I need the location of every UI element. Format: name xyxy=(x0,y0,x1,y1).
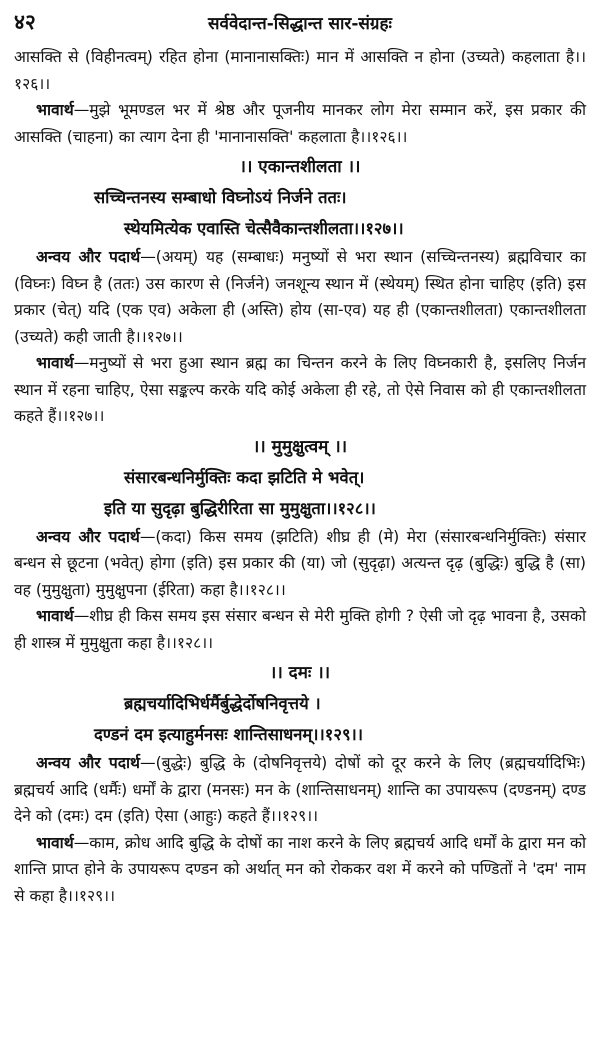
verse-line: इति या सुदृढ़ा बुद्धिरीरिता सा मुमुक्षुता।।१२८।। xyxy=(104,498,376,518)
term-anvay: अन्वय और पदार्थ xyxy=(36,248,141,266)
paragraph-text: —(बुद्धेः) बुद्धि के (दोषनिवृत्तये) दोषों को दूर करने के लिए (ब्रह्मचर्यादिभिः) ब्रह्मचर्य आदि (धर्मैः) धर्मों के द्वारा (मनसः) मन के (शान्तिसाधनम्) शान्ति का उपायरूप (दण्डनम्) दण्ड देने को (दमः) दम (इति) ऐसा (आहुः) कहते हैं।।१२९।। xyxy=(14,754,586,825)
term-bhavarth: भावार्थ xyxy=(36,833,74,852)
verse-line: ब्रह्मचर्यादिभिर्धर्मैर्बुद्धेर्दोषनिवृत्तये । xyxy=(124,694,321,713)
paragraph-bhavarth-126 xyxy=(14,97,586,150)
section-heading-mumukshutvam: ।। मुमुक्षुत्वम् ।। xyxy=(252,436,348,457)
page-header xyxy=(14,8,586,42)
paragraph-text: —मनुष्यों से भरा हुआ स्थान ब्रह्म का चिन्तन करने के लिए विघ्नकारी है, इसलिए निर्जन स्थान में रहना चाहिए, ऐसा सङ्कल्प करके यदि कोई अकेला ही रहे, तो ऐसे निवास को ही एकान्तशीलता कहते हैं।।१२७।। xyxy=(14,354,586,425)
page-number: ४२ xyxy=(14,10,36,34)
paragraph-anvay-127 xyxy=(14,244,586,350)
verse-line: स्थेयमित्येक एवास्ति चेत्सैवैकान्तशीलता।।१२७।। xyxy=(124,219,404,238)
paragraph-text: —(अयम्) यह (सम्बाधः) मनुष्यों से भरा स्थान (सच्चिन्तनस्य) ब्रह्मविचार का (विघ्नः) विघ्न है (ततः) उस कारण से (निर्जने) जनशून्य स्थान में (स्थेयम्) स्थित होना चाहिए (इति) इस प्रकार (चेत्) यदि (एक एव) अकेला ही (अस्ति) होय (सा-एव) यह ही (एकान्तशीलता) एकान्तशीलता (उच्यते) कही जाती है।।१२७।। xyxy=(14,248,586,346)
paragraph-anvay-128 xyxy=(14,524,586,604)
term-bhavarth: भावार्थ xyxy=(36,607,74,625)
paragraph-anvay-129 xyxy=(14,750,586,830)
term-anvay: अन्वय और पदार्थ xyxy=(36,754,140,772)
paragraph-text: —(कदा) किस समय (झटिति) शीघ्र ही (मे) मेरा (संसारबन्धनिर्मुक्तिः) संसार बन्धन से छूटना (भवेत्) होगा (इति) इस प्रकार की (या) जो (सुदृढ़ा) अत्यन्त दृढ़ (बुद्धिः) बुद्धि है (सा) वह (मुमुक्षुता) मुमुक्षुपना (ईरिता) कहा है।।१२८।। xyxy=(14,527,586,599)
running-title: सर्ववेदान्त-सिद्धान्त सार-संग्रहः xyxy=(208,14,392,34)
paragraph-text: —शीघ्र ही किस समय इस संसार बन्धन से मेरी मुक्ति होगी ? ऐसी जो दृढ़ भावना है, उसको ही शास्त्र में मुमुक्षुता कहा है।।१२८।। xyxy=(14,607,586,652)
section-heading-ekantashilata: ।। एकान्तशीलता ।। xyxy=(239,157,361,177)
verse-line: दण्डनं दम इत्याहुर्मनसः शान्तिसाधनम्।।१२९।। xyxy=(94,725,364,744)
verse-line: सच्चिन्तनस्य सम्बाधो विघ्नोऽयं निर्जने ततः। xyxy=(94,188,347,207)
term-anvay: अन्वय और पदार्थ xyxy=(36,527,140,546)
verse-line: संसारबन्धनिर्मुक्तिः कदा झटिति मे भवेत्। xyxy=(124,467,365,487)
paragraph-bhavarth-127 xyxy=(14,350,586,430)
paragraph-continuation: आसक्ति से (विहीनत्वम्) रहित होना (मानानासक्तिः) मान में आसक्ति न होना (उच्यते) कहलाता है।।१२६।। xyxy=(14,48,586,93)
paragraph-text: —मुझे भूमण्डल भर में श्रेष्ठ और पूजनीय मानकर लोग मेरा सम्मान करें, इस प्रकार की आसक्ति (चाहना) का त्याग देना ही 'मानानासक्ति' कहलाता है।।१२६।। xyxy=(14,101,586,146)
section-heading-damah: ।। दमः ।। xyxy=(269,663,331,683)
paragraph-bhavarth-128 xyxy=(14,603,586,656)
term-bhavarth: भावार्थ xyxy=(36,354,74,372)
paragraph-bhavarth-129 xyxy=(14,830,586,910)
term-bhavarth: भावार्थ xyxy=(36,101,74,119)
paragraph-text: —काम, क्रोध आदि बुद्धि के दोषों का नाश करने के लिए ब्रह्मचर्य आदि धर्मों के द्वारा मन को शान्ति प्राप्त होने के उपायरूप दण्डन को अर्थात् मन को रोककर वश में करने को पण्डितों ने 'दम' नाम से कहा है।।१२९।। xyxy=(14,833,586,905)
